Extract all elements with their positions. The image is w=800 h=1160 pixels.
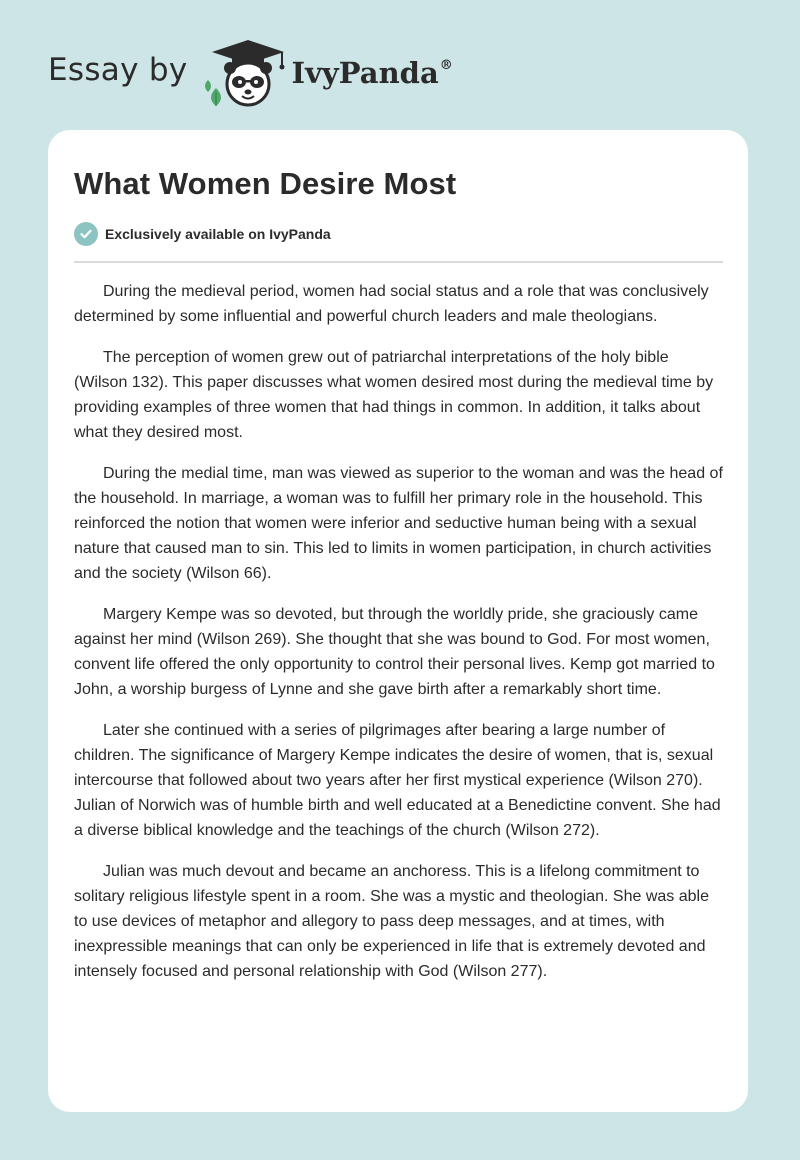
paragraph: The perception of women grew out of patriarchal interpretations of the holy bible (Wilson 132). This paper discusses what women desired most during the medieval time by providing examples of three women that had things in common. In addition, it talks about what they desired most. bbox=[74, 349, 714, 441]
paragraph: During the medial time, man was viewed as superior to the woman and was the head of the household. In marriage, a woman was to fulfill her primary role in the household. This reinforced the notion that women were inferior and seductive human being with a sexual nature that caused man to sin. This led to limits in women participation, in church activities and the society (Wilson 66). bbox=[74, 465, 723, 582]
panda-graduate-icon[interactable] bbox=[202, 36, 294, 108]
essay-card bbox=[48, 130, 748, 1112]
exclusive-badge bbox=[74, 222, 331, 246]
registered-mark: ® bbox=[439, 58, 453, 73]
paragraph: Later she continued with a series of pilgrimages after bearing a large number of children. The significance of Margery Kempe indicates the desire of women, that is, sexual intercourse that followed about two years after her first mystical experience (Wilson 270). Julian of Norwich was of humble birth and well educated at a Benedictine convent. She had a diverse biblical knowledge and the teachings of the church (Wilson 272). bbox=[74, 722, 721, 839]
check-icon bbox=[74, 222, 98, 246]
title-divider bbox=[74, 261, 723, 263]
paragraph: Margery Kempe was so devoted, but through the worldly pride, she graciously came against her mind (Wilson 269). She thought that she was bound to God. For most women, convent life offered the only opportunity to control their personal lives. Kemp got married to John, a worship burgess of Lynne and she gave birth after a remarkably short time. bbox=[74, 606, 715, 698]
paragraph: During the medieval period, women had social status and a role that was conclusively determined by some influential and powerful church leaders and male theologians. bbox=[74, 283, 709, 325]
site-header bbox=[48, 36, 453, 108]
essay-body bbox=[74, 279, 726, 1000]
brand-name[interactable]: IvyPanda® bbox=[291, 56, 453, 90]
paragraph: Julian was much devout and became an anchoress. This is a lifelong commitment to solitary religious lifestyle spent in a room. She was a mystic and theologian. She was able to use devices of metaphor and allegory to pass deep messages, and at times, with inexpressible meanings that can only be experienced in life that is extremely devoted and intensely focused and personal relationship with God (Wilson 277). bbox=[74, 863, 709, 980]
page-title: What Women Desire Most bbox=[74, 166, 457, 201]
exclusive-badge-label: Exclusively available on IvyPanda bbox=[105, 226, 331, 242]
essay-by-label: Essay by bbox=[48, 52, 188, 88]
